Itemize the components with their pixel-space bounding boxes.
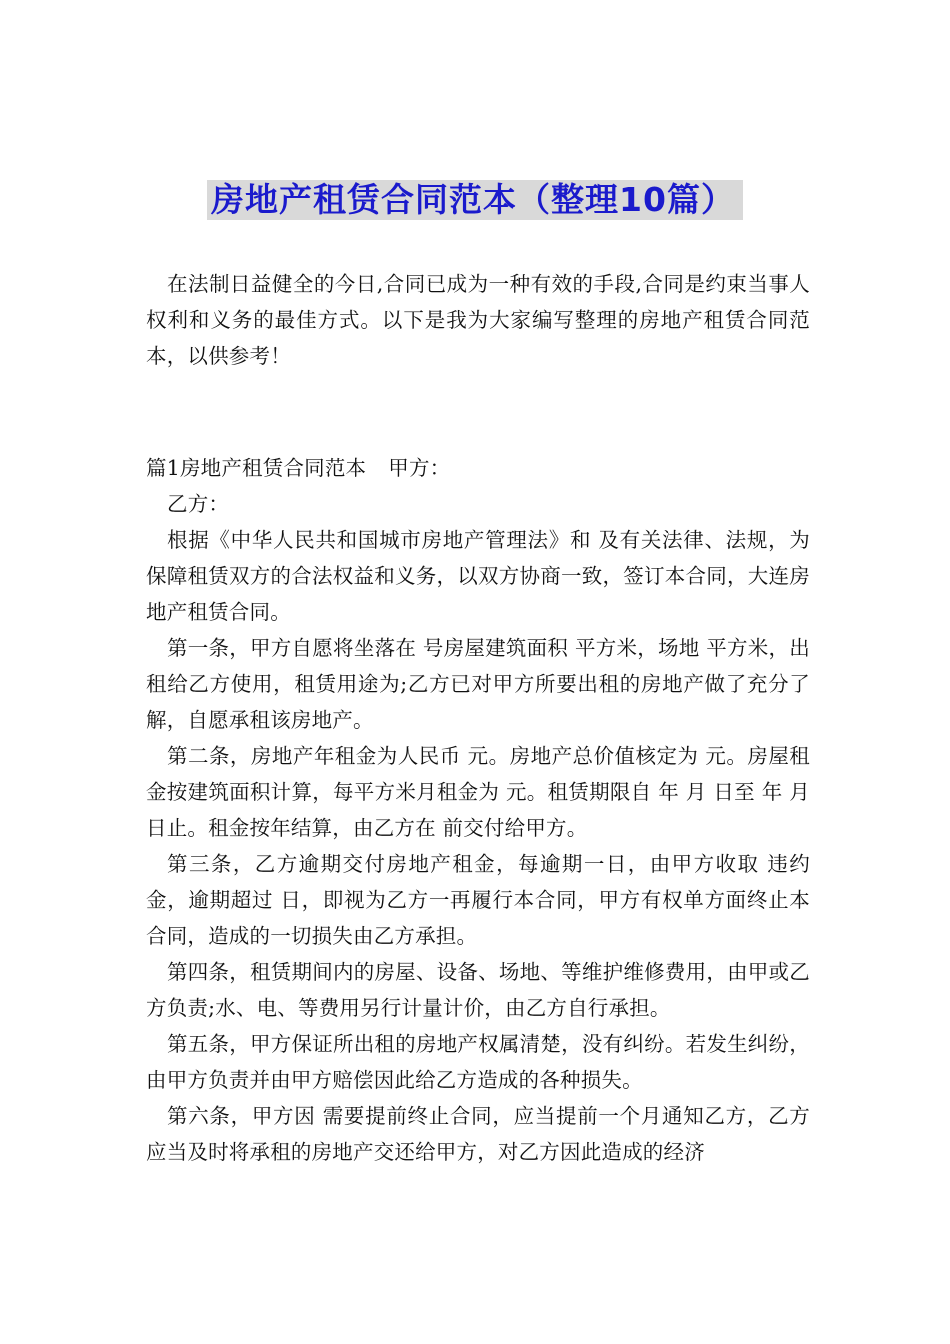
document-title: 房地产租赁合同范本（整理10篇） xyxy=(207,180,743,220)
intro-paragraph: 在法制日益健全的今日,合同已成为一种有效的手段,合同是约束当事人权利和义务的最佳方式。以下是我为大家编写整理的房地产租赁合同范本，以供参考！ xyxy=(146,272,810,368)
section-heading-line xyxy=(146,450,810,486)
contract-paragraph: 第六条，甲方因 需要提前终止合同，应当提前一个月通知乙方，乙方应当及时将承租的房地产交还给甲方，对乙方因此造成的经济 xyxy=(146,1104,810,1164)
contract-paragraph: 第三条，乙方逾期交付房地产租金，每逾期一日，由甲方收取 违约金，逾期超过 日，即视为乙方一再履行本合同，甲方有权单方面终止本合同，造成的一切损失由乙方承担。 xyxy=(146,852,810,948)
contract-paragraph: 第四条，租赁期间内的房屋、设备、场地、等维护维修费用，由甲或乙方负责;水、电、等费用另行计量计价，由乙方自行承担。 xyxy=(146,960,810,1020)
section-heading: 篇1房地产租赁合同范本 xyxy=(146,456,367,480)
intro-section xyxy=(146,266,810,374)
title-container xyxy=(0,180,950,220)
contract-section xyxy=(146,450,810,1170)
contract-paragraph: 第五条，甲方保证所出租的房地产权属清楚，没有纠纷。若发生纠纷，由甲方负责并由甲方赔偿因此给乙方造成的各种损失。 xyxy=(146,1032,810,1092)
contract-paragraph: 根据《中华人民共和国城市房地产管理法》和 及有关法律、法规，为保障租赁双方的合法权益和义务，以双方协商一致，签订本合同，大连房地产租赁合同。 xyxy=(146,528,810,624)
contract-paragraph: 第一条，甲方自愿将坐落在 号房屋建筑面积 平方米，场地 平方米，出租给乙方使用，租赁用途为;乙方已对甲方所要出租的房地产做了充分了解，自愿承租该房地产。 xyxy=(146,636,810,732)
party-a-label: 甲方： xyxy=(388,456,451,480)
party-b-label: 乙方： xyxy=(167,492,230,516)
contract-paragraph: 第二条，房地产年租金为人民币 元。房地产总价值核定为 元。房屋租金按建筑面积计算，每平方米月租金为 元。租赁期限自 年 月 日至 年 月 日止。租金按年结算，由乙方在 前交付给甲方。 xyxy=(146,744,810,840)
